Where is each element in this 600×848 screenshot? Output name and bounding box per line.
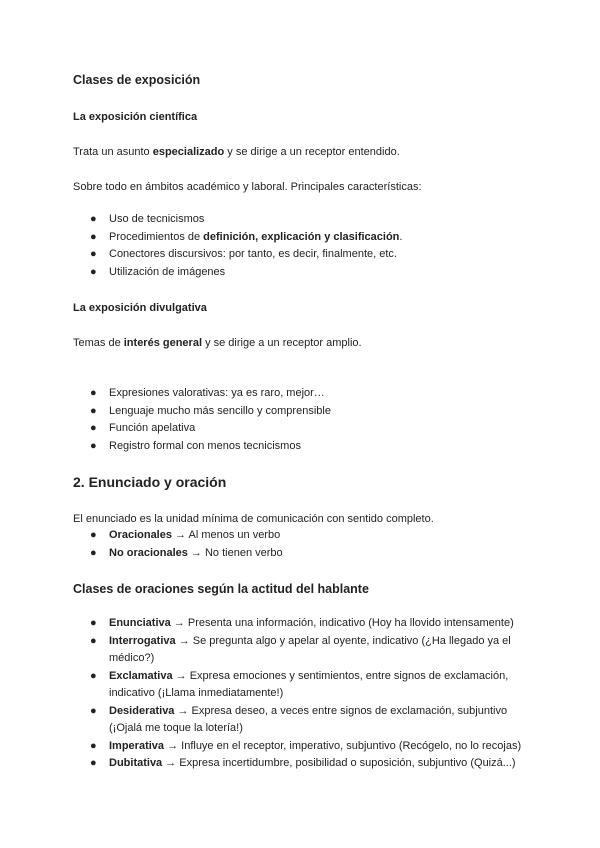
list-actitud: [0, 615, 521, 773]
list-item: [0, 615, 521, 633]
text-segment: Expresiones valorativas: ya es raro, mejor…: [109, 387, 325, 399]
text-segment: y se dirige a un receptor entendido.: [224, 146, 400, 158]
text-segment: → Influye en el receptor, imperativo, subjuntivo (Recógelo, no lo recojas): [164, 739, 522, 752]
section-title-enunciado: 2. Enunciado y oración: [73, 474, 227, 490]
text-bold: Interrogativa: [109, 634, 176, 647]
text-segment: .: [399, 230, 403, 243]
paragraph-enunciado-intro: El enunciado es la unidad mínima de comunicación con sentido completo.: [73, 513, 434, 525]
bullet-icon: ●: [90, 739, 97, 752]
text-bold: Exclamativa: [109, 669, 173, 682]
list-item: [0, 438, 331, 456]
section-title-clases: Clases de exposición: [73, 73, 201, 87]
paragraph-cientifica-intro: [73, 145, 400, 159]
text-segment: → Expresa incertidumbre, posibilidad o suposición, subjuntivo (Quizá...): [162, 757, 516, 769]
text-segment: Trata un asunto: [73, 146, 153, 158]
text-bold: No oracionales: [109, 546, 188, 559]
list-cientifica: [0, 211, 402, 281]
text-segment: y se dirige a un receptor amplio.: [202, 337, 362, 349]
text-segment: Temas de: [73, 337, 124, 349]
text-segment: Registro formal con menos tecnicismos: [109, 439, 301, 452]
text-segment: → Expresa deseo, a veces entre signos de exclamación, subjuntivo (¡Ojalá me toque la lotería!): [109, 704, 508, 734]
bullet-icon: ●: [90, 439, 97, 452]
text-segment: → Se pregunta algo y apelar al oyente, indicativo (¿Ha llegado ya el médico?): [109, 634, 511, 664]
text-segment: Función apelativa: [109, 422, 196, 434]
section-title-actitud: Clases de oraciones según la actitud del hablante: [73, 582, 369, 596]
bullet-icon: ●: [90, 422, 97, 434]
text-bold: Desiderativa: [109, 704, 175, 717]
list-item: [0, 703, 519, 738]
bullet-icon: ●: [90, 213, 97, 225]
text-segment: Utilización de imágenes: [109, 265, 226, 278]
list-item: [0, 211, 402, 229]
text-segment: Procedimientos de: [109, 230, 204, 243]
bullet-icon: ●: [90, 757, 97, 769]
list-item: [0, 668, 519, 703]
list-divulgativa: [0, 385, 331, 455]
bullet-icon: ●: [90, 404, 97, 417]
paragraph-cientifica-context: Sobre todo en ámbitos académico y laboral. Principales características:: [73, 181, 422, 193]
bullet-icon: ●: [90, 265, 97, 278]
text-bold: interés general: [123, 337, 203, 349]
text-segment: Conectores discursivos: por tanto, es decir, finalmente, etc.: [109, 248, 397, 260]
text-segment: Uso de tecnicismos: [109, 213, 205, 225]
bullet-icon: ●: [90, 704, 97, 717]
list-item: [0, 385, 331, 403]
bullet-icon: ●: [90, 634, 97, 647]
bullet-icon: ●: [90, 248, 97, 260]
list-item: [0, 246, 402, 264]
text-segment: → Presenta una información, indicativo (Hoy ha llovido intensamente): [170, 617, 514, 629]
list-item: [0, 545, 283, 563]
text-bold: especializado: [152, 146, 225, 158]
list-item: [0, 738, 521, 756]
bullet-icon: ●: [90, 529, 97, 541]
text-bold: Oracionales: [109, 529, 172, 541]
bullet-icon: ●: [90, 230, 97, 243]
bullet-icon: ●: [90, 669, 97, 682]
subsection-title-divulgativa: La exposición divulgativa: [73, 302, 207, 314]
bullet-icon: ●: [90, 617, 97, 629]
paragraph-divulgativa-intro: [73, 336, 362, 350]
text-bold: Imperativa: [109, 739, 165, 752]
list-item: [0, 527, 283, 545]
list-item: [0, 633, 519, 668]
text-segment: Lenguaje mucho más sencillo y comprensible: [109, 404, 331, 417]
subsection-title-cientifica: La exposición científica: [73, 111, 198, 123]
list-item: [0, 403, 331, 421]
list-item: [0, 755, 521, 773]
text-segment: → Al menos un verbo: [171, 529, 281, 541]
list-item: [0, 229, 402, 247]
text-bold: Dubitativa: [109, 757, 163, 769]
list-item: [0, 264, 402, 282]
text-bold: definición, explicación y clasificación: [203, 230, 400, 243]
text-segment: → Expresa emociones y sentimientos, entre signos de exclamación, indicativo (¡Llama inmediatamente!): [109, 669, 509, 699]
bullet-icon: ●: [90, 387, 97, 399]
text-segment: → No tienen verbo: [187, 546, 283, 559]
text-bold: Enunciativa: [109, 617, 171, 629]
list-item: [0, 420, 331, 438]
bullet-icon: ●: [90, 546, 97, 559]
list-enunciado: [0, 527, 283, 562]
